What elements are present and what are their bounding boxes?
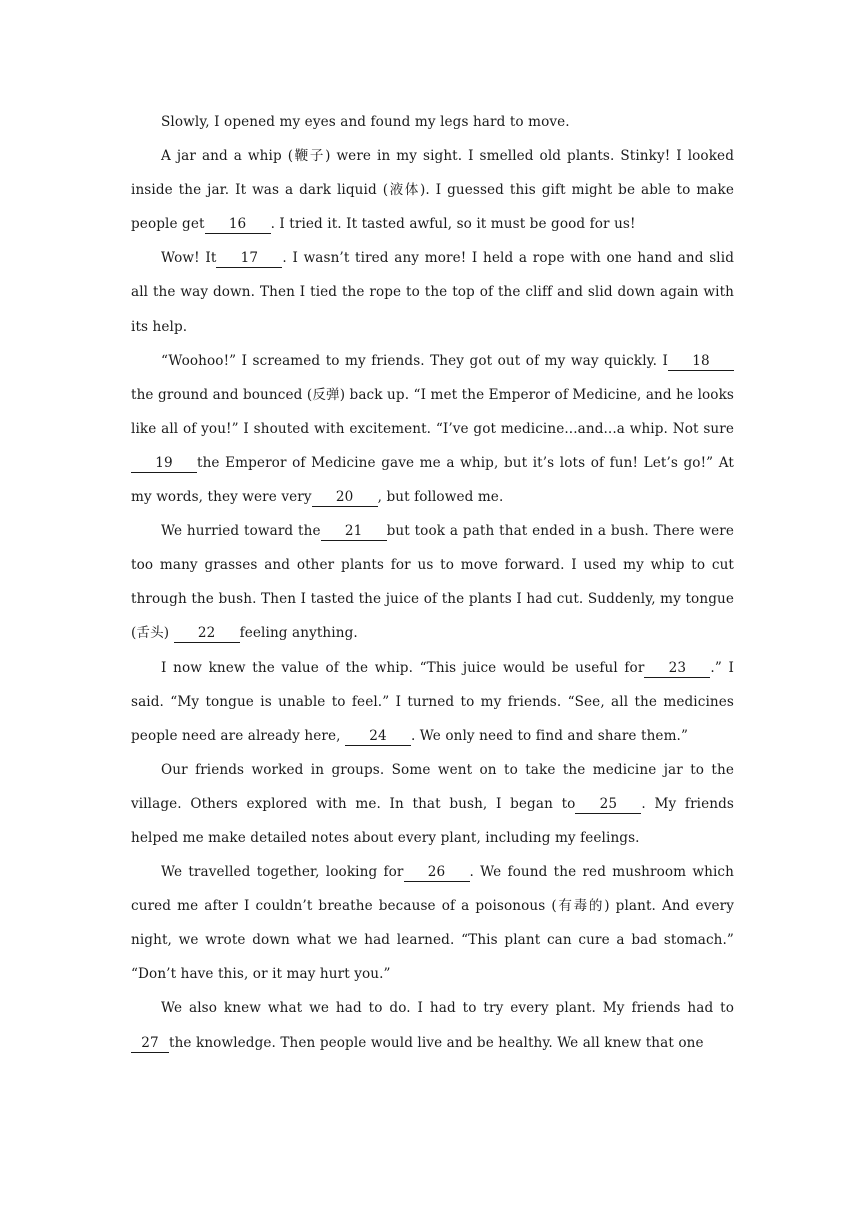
text-segment: , but followed me. [377,489,504,506]
answer-blank-18[interactable]: 18 [668,353,734,371]
answer-blank-16[interactable]: 16 [205,216,271,234]
text-segment: the Emperor of Medicine gave me a whip, but it’s lots of fun! Let’s go!” At my words, they were very [131,454,734,506]
story-text [131,105,734,1060]
text-segment: . We found the red mushroom which cured me after I couldn’t breathe because of a poisonous (有毒的) plant. And every night, we wrote down what we had learned. “This plant can cure a bad stomach.” “Don’t have this, or it may hurt you.” [131,864,734,983]
text-segment: Our friends worked in groups. Some went on to take the medicine jar to the village. Others explored with me. In that bush, I began to [131,761,734,812]
text-segment: the knowledge. Then people would live and be healthy. We all knew that one [169,1034,704,1051]
text-segment: Slowly, I opened my eyes and found my legs hard to move. [161,114,570,130]
answer-blank-26[interactable]: 26 [404,864,470,882]
paragraph [131,139,734,241]
answer-blank-17[interactable]: 17 [216,250,282,268]
answer-blank-27[interactable]: 27 [131,1035,169,1053]
answer-blank-21[interactable]: 21 [321,523,387,541]
paragraph [131,241,734,343]
paragraph [131,753,734,855]
text-segment: Wow! It [161,250,217,267]
answer-blank-20[interactable]: 20 [312,489,378,507]
text-segment: .” I said. “My tongue is unable to feel.” I turned to my friends. “See, all the medicines people need are already here, [131,659,734,744]
text-segment: . We only need to find and share them.” [410,727,689,744]
text-segment: We also knew what we had to do. I had to try every plant. My friends had to [161,1000,734,1017]
paragraph [131,991,734,1059]
paragraph [131,514,734,650]
text-segment: I now knew the value of the whip. “This juice would be useful for [161,659,645,676]
text-segment: A jar and a whip (鞭子) were in my sight. I smelled old plants. Stinky! I looked inside the jar. It was a dark liquid (液体). I guessed this gift might be able to make people get [131,148,734,233]
answer-blank-24[interactable]: 24 [345,728,411,746]
answer-blank-22[interactable]: 22 [174,625,240,643]
text-segment: We hurried toward the [161,523,321,540]
answer-blank-19[interactable]: 19 [131,455,197,473]
answer-blank-23[interactable]: 23 [644,660,710,678]
paragraph [131,344,734,514]
paragraph [131,855,734,991]
text-segment: “Woohoo!” I screamed to my friends. They got out of my way quickly. I [161,352,668,369]
text-segment: but took a path that ended in a bush. There were too many grasses and other plants for us to move forward. I used my whip to cut through the bush. Then I tasted the juice of the plants I had cut. Suddenly, my tongue (舌头) [131,523,734,642]
paragraph [131,105,734,139]
text-segment: We travelled together, looking for [161,864,404,881]
text-segment: feeling anything. [239,625,358,642]
text-segment: the ground and bounced (反弹) back up. “I met the Emperor of Medicine, and he looks like all of you!” I shouted with excitement. “I’ve got medicine...and...a whip. Not sure [131,386,734,437]
text-segment: . I wasn’t tired any more! I held a rope with one hand and slid all the way down. Then I tied the rope to the top of the cliff and slid down again with its help. [131,250,734,335]
answer-blank-25[interactable]: 25 [575,796,641,814]
text-segment: . My friends helped me make detailed notes about every plant, including my feelings. [131,795,734,846]
text-segment: . I tried it. It tasted awful, so it must be good for us! [270,216,636,233]
paragraph [131,651,734,753]
